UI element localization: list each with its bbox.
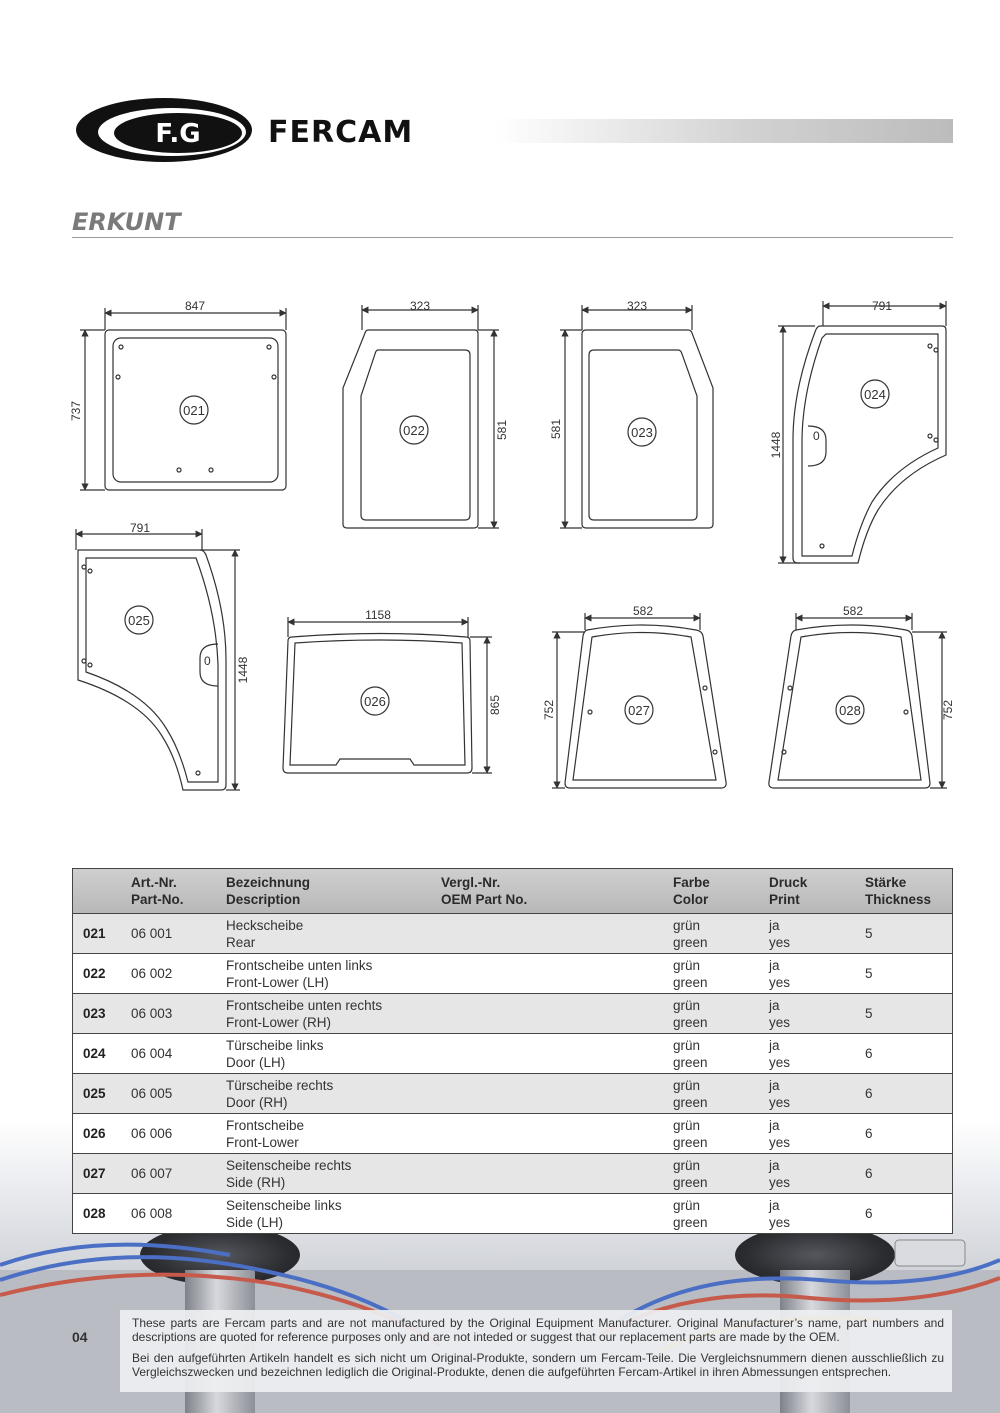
- disclaimer-en: These parts are Fercam parts and are not manufactured by the Original Equipment Manufacturer. Original Manufacturer’s name, part numbers and descriptions are quoted for reference purposes only and are not inteded or suggest that our replacement parts are made by the OEM.: [132, 1316, 944, 1344]
- drawing-023-height: 581: [549, 418, 563, 440]
- drawing-027-id: 027: [628, 703, 650, 718]
- drawing-024-mark: 0: [813, 429, 820, 443]
- drawing-022: [343, 299, 509, 528]
- drawing-028-width: 582: [842, 604, 864, 618]
- table-row: 021 06 001 Heckscheibe Rear grün green ja yes 5: [73, 914, 952, 954]
- header-print: Druck Print: [769, 875, 808, 907]
- drawing-021-id: 021: [183, 403, 205, 418]
- table-header: [73, 869, 952, 914]
- disclaimer-box: [120, 1310, 952, 1392]
- drawing-026: [283, 608, 502, 773]
- drawing-025-id: 025: [128, 613, 150, 628]
- header-description: Bezeichnung Description: [226, 875, 311, 907]
- table-row: 026 06 006 Frontscheibe Front-Lower grün green ja yes 6: [73, 1114, 952, 1154]
- header-gradient-bar: [495, 119, 953, 143]
- glass-drawings: [0, 280, 1000, 820]
- drawing-028: [769, 604, 955, 788]
- parts-table: [72, 868, 953, 1234]
- table-row: 025 06 005 Türscheibe rechts Door (RH) grün green ja yes 6: [73, 1074, 952, 1114]
- drawing-021-height: 737: [69, 400, 83, 422]
- drawing-023-width: 323: [626, 299, 648, 313]
- table-row: 023 06 003 Frontscheibe unten rechts Front-Lower (RH) grün green ja yes 5: [73, 994, 952, 1034]
- header-thickness: Stärke Thickness: [865, 875, 932, 907]
- drawing-027: [542, 604, 726, 788]
- drawing-021: [69, 299, 286, 490]
- svg-text:022: 022: [403, 423, 425, 438]
- disclaimer-de: Bei den aufgeführten Artikeln handelt es sich nicht um Original-Produkte, sondern um Fercam-Teile. Die Vergleichsnummern dienen ausschließlich zu Vergleichszwecken und bezeichnen lediglich die Original-Produkte, denen die aufgeführten Fercam-Artikel in ihren Abmessungen entsprechen.: [132, 1351, 944, 1379]
- logo-text: FERCAM: [268, 115, 414, 150]
- drawing-023-id: 023: [631, 425, 653, 440]
- drawing-025-height: 1448: [236, 656, 250, 684]
- drawing-026-height: 865: [488, 694, 502, 716]
- section-title: ERKUNT: [72, 208, 181, 236]
- drawing-028-height: 752: [941, 699, 955, 721]
- drawing-027-height: 752: [542, 699, 556, 721]
- drawing-025: [76, 521, 250, 790]
- drawing-026-width: 1158: [365, 608, 391, 622]
- drawing-024: [769, 299, 946, 563]
- page-number: 04: [72, 1329, 88, 1345]
- header-art: Art.-Nr. Part-No.: [131, 875, 184, 907]
- fercam-logo: [72, 96, 472, 166]
- drawing-023: [549, 299, 713, 528]
- header-oem: Vergl.-Nr. OEM Part No.: [441, 875, 528, 907]
- drawing-027-width: 582: [632, 604, 654, 618]
- drawing-022-height: 581: [495, 419, 509, 441]
- drawing-022-width: 323: [409, 299, 431, 313]
- drawing-026-id: 026: [364, 694, 386, 709]
- table-row: 024 06 004 Türscheibe links Door (LH) grün green ja yes 6: [73, 1034, 952, 1074]
- drawing-021-width: 847: [184, 299, 206, 313]
- drawing-025-mark: 0: [204, 654, 211, 668]
- drawing-025-width: 791: [129, 521, 151, 535]
- drawing-024-id: 024: [864, 387, 886, 402]
- table-row: 022 06 002 Frontscheibe unten links Front-Lower (LH) grün green ja yes 5: [73, 954, 952, 994]
- header-color: Farbe Color: [673, 875, 710, 907]
- section-divider: [72, 237, 953, 238]
- drawing-028-id: 028: [839, 703, 861, 718]
- drawing-024-height: 1448: [769, 431, 783, 459]
- logo-mark: F.G: [155, 119, 201, 149]
- table-row: 027 06 007 Seitenscheibe rechts Side (RH) grün green ja yes 6: [73, 1154, 952, 1194]
- table-row: 028 06 008 Seitenscheibe links Side (LH) grün green ja yes 6: [83, 1198, 873, 1230]
- drawing-024-width: 791: [871, 299, 893, 313]
